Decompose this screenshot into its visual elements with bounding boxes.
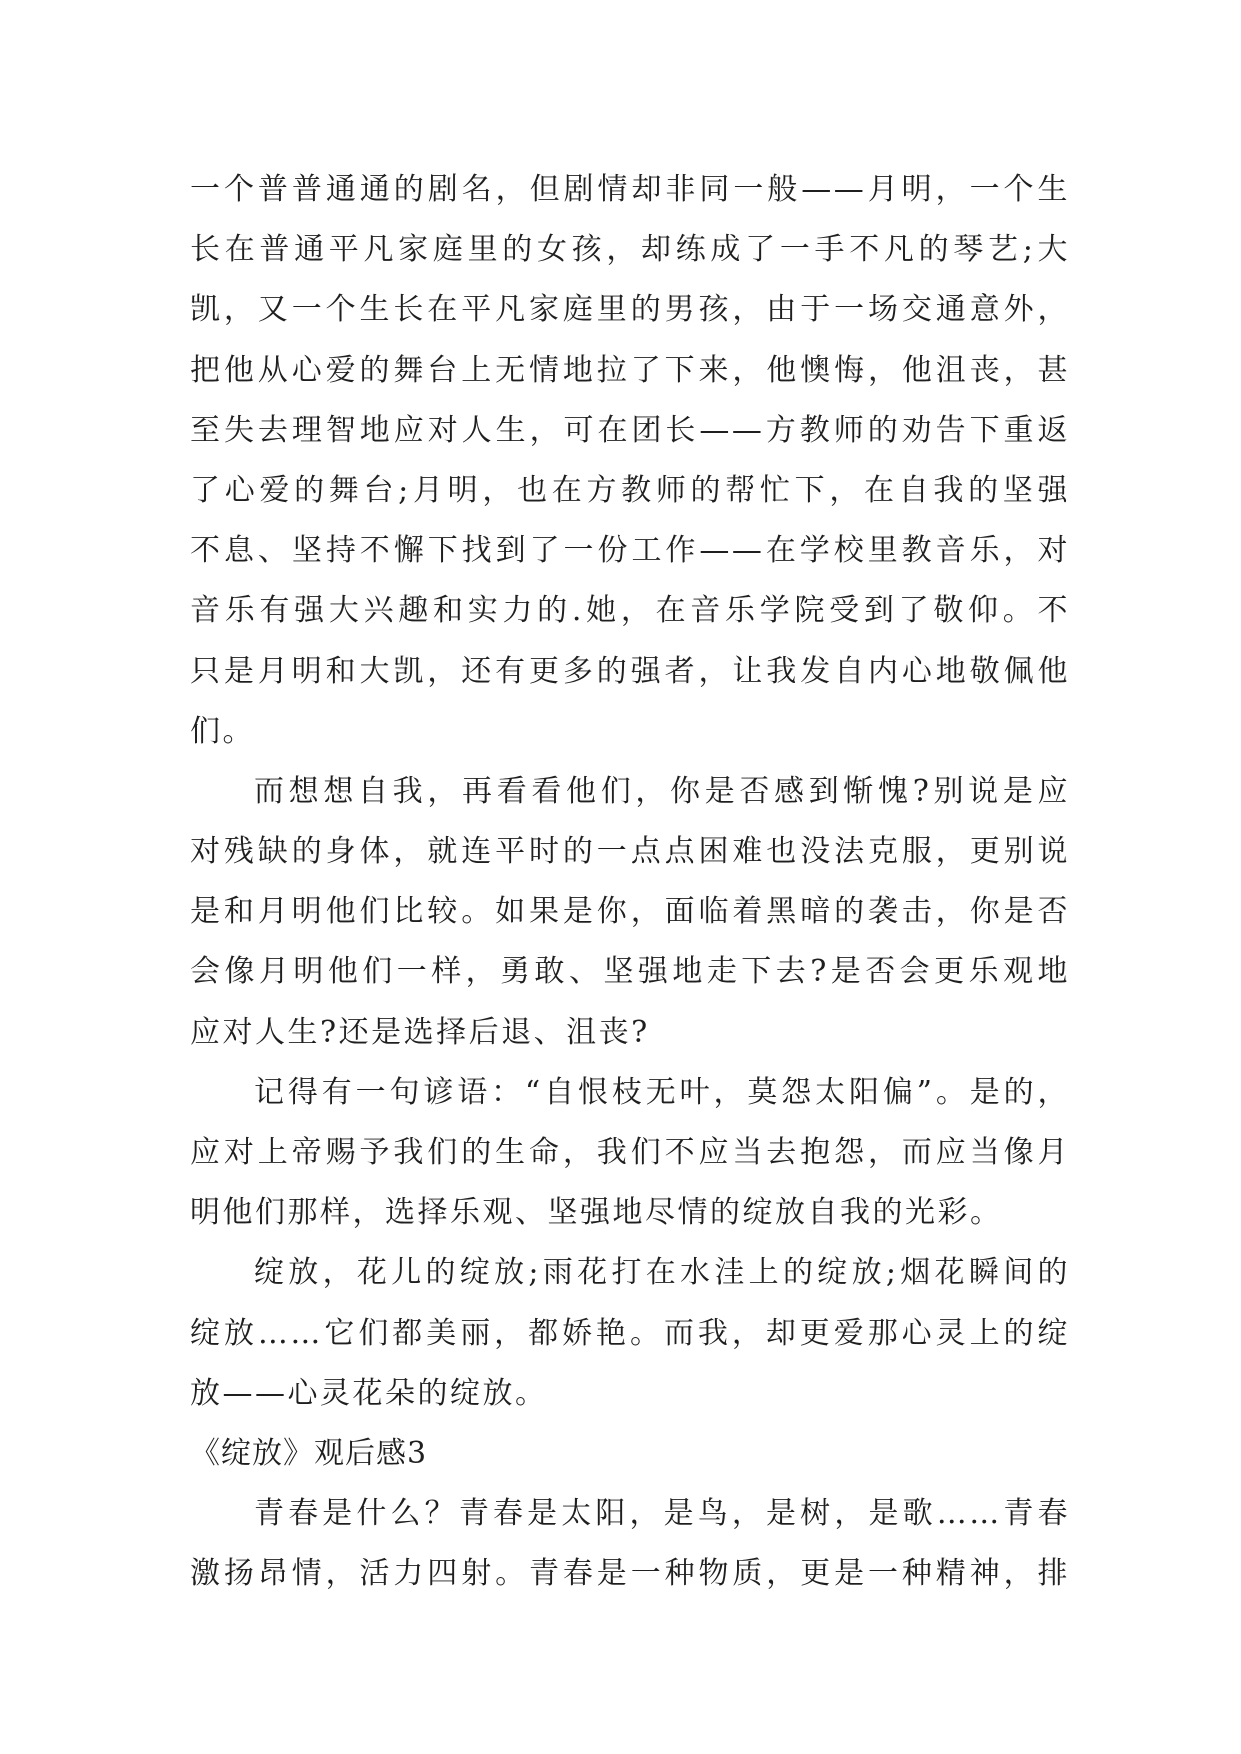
paragraph-first-line: 绽放，花儿的绽放;雨花打在水洼上的绽放;烟花瞬间的	[254, 1255, 1070, 1291]
paragraph-first-line: 而想想自我，再看看他们，你是否感到惭愧?别说是应	[254, 773, 1070, 809]
text-line: 不息、坚持不懈下找到了一份工作——在学校里教音乐，对	[190, 533, 1070, 569]
text-line: 应对上帝赐予我们的生命，我们不应当去抱怨，而应当像月	[190, 1135, 1070, 1170]
text-line: 了心爱的舞台;月明，也在方教师的帮忙下，在自我的坚强	[190, 472, 1070, 508]
text-line: 是和月明他们比较。如果是你，面临着黑暗的袭击，你是否	[190, 894, 1070, 930]
text-line: 应对人生?还是选择后退、沮丧?	[190, 1014, 650, 1050]
text-line: 只是月明和大凯，还有更多的强者，让我发自内心地敬佩他	[190, 653, 1070, 689]
text-line: 把他从心爱的舞台上无情地拉了下来，他懊悔，他沮丧，甚	[190, 352, 1070, 388]
text-line: 长在普通平凡家庭里的女孩，却练成了一手不凡的琴艺;大	[190, 232, 1070, 268]
text-line: 音乐有强大兴趣和实力的.她，在音乐学院受到了敬仰。不	[190, 593, 1070, 629]
text-line: 明他们那样，选择乐观、坚强地尽情的绽放自我的光彩。	[190, 1195, 1003, 1231]
text-line: 们。	[190, 713, 255, 749]
document-body	[190, 160, 1070, 1605]
text-line: 至失去理智地应对人生，可在团长——方教师的劝告下重返	[190, 412, 1070, 448]
text-line: 会像月明他们一样，勇敢、坚强地走下去?是否会更乐观地	[190, 954, 1070, 990]
text-line: 放——心灵花朵的绽放。	[190, 1375, 548, 1411]
paragraph-first-line: 记得有一句谚语：“自恨枝无叶，莫怨太阳偏”。是的，	[254, 1074, 1070, 1110]
section-heading: 《绽放》观后感3	[190, 1435, 428, 1471]
text-line: 一个普普通通的剧名，但剧情却非同一般——月明，一个生	[190, 172, 1070, 207]
text-line: 绽放……它们都美丽，都娇艳。而我，却更爱那心灵上的绽	[190, 1315, 1070, 1351]
text-line: 凯，又一个生长在平凡家庭里的男孩，由于一场交通意外，	[190, 292, 1070, 328]
paragraph-first-line: 青春是什么？青春是太阳，是鸟，是树，是歌……青春	[254, 1496, 1070, 1532]
text-line: 激扬昂情，活力四射。青春是一种物质，更是一种精神，排	[190, 1556, 1070, 1592]
text-line: 对残缺的身体，就连平时的一点点困难也没法克服，更别说	[190, 834, 1070, 870]
